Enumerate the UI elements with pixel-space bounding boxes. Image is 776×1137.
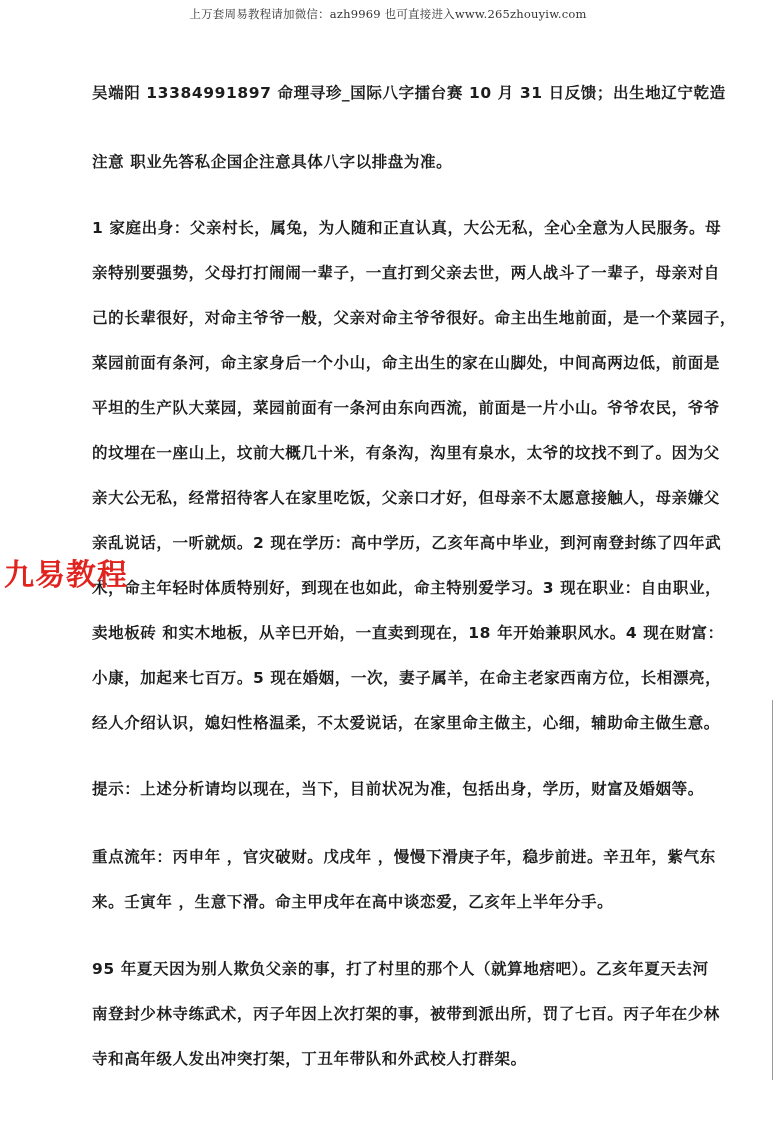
- document-title: 吴端阳 13384991897 命理寻珍_国际八字擂台赛 10 月 31 日反馈；出生地辽宁乾造: [92, 84, 726, 102]
- watermark-logo: 九易教程: [4, 558, 128, 593]
- paragraph-line: 经人介绍认识，媳妇性格温柔，不太爱说话，在家里命主做主，心细，辅助命主做生意。: [92, 714, 720, 732]
- hint-line: 提示：上述分析请均以现在，当下，目前状况为准，包括出身，学历，财富及婚姻等。: [92, 780, 704, 798]
- events-line: 95 年夏天因为别人欺负父亲的事，打了村里的那个人（就算地痞吧）。乙亥年夏天去河: [92, 960, 709, 978]
- events-line: 寺和高年级人发出冲突打架，丁丑年带队和外武校人打群架。: [92, 1050, 527, 1068]
- page-header-notice: 上万套周易教程请加微信：azh9969 也可直接进入www.265zhouyiw.com: [189, 7, 587, 21]
- paragraph-line: 亲乱说话，一听就烦。2 现在学历：高中学历，乙亥年高中毕业，到河南登封练了四年武: [92, 534, 722, 552]
- paragraph-line: 卖地板砖 和实木地板，从辛巳开始，一直卖到现在，18 年开始兼职风水。4 现在财富：: [92, 624, 724, 642]
- paragraph-line: 术，命主年轻时体质特别好，到现在也如此，命主特别爱学习。3 现在职业：自由职业，: [92, 579, 722, 597]
- note-line: 注意 职业先答私企国企注意具体八字以排盘为准。: [92, 153, 453, 171]
- events-line: 南登封少林寺练武术，丙子年因上次打架的事，被带到派出所，罚了七百。丙子年在少林: [92, 1005, 720, 1023]
- paragraph-line: 亲大公无私，经常招待客人在家里吃饭，父亲口才好，但母亲不太愿意接触人，母亲嫌父: [92, 489, 720, 507]
- scan-edge-divider: [772, 700, 773, 1080]
- paragraph-line: 亲特别要强势，父母打打闹闹一辈子，一直打到父亲去世，两人战斗了一辈子，母亲对自: [92, 264, 720, 282]
- key-years-line: 来。壬寅年 ，生意下滑。命主甲戌年在高中谈恋爱，乙亥年上半年分手。: [92, 893, 614, 911]
- paragraph-line: 己的长辈很好，对命主爷爷一般，父亲对命主爷爷很好。命主出生地前面，是一个菜园子，: [92, 309, 737, 327]
- paragraph-line: 小康，加起来七百万。5 现在婚姻，一次，妻子属羊，在命主老家西南方位，长相漂亮，: [92, 669, 722, 687]
- key-years-line: 重点流年：丙申年 ，官灾破财。戊戌年 ，慢慢下滑庚子年，稳步前进。辛丑年，紫气东: [92, 848, 716, 866]
- paragraph-line: 菜园前面有条河，命主家身后一个小山，命主出生的家在山脚处，中间高两边低，前面是: [92, 354, 720, 372]
- paragraph-line: 1 家庭出身：父亲村长，属兔，为人随和正直认真，大公无私，全心全意为人民服务。母: [92, 219, 722, 237]
- paragraph-line: 平坦的生产队大菜园，菜园前面有一条河由东向西流，前面是一片小山。爷爷农民，爷爷: [92, 399, 720, 417]
- paragraph-line: 的坟埋在一座山上，坟前大概几十米，有条沟，沟里有泉水，太爷的坟找不到了。因为父: [92, 444, 720, 462]
